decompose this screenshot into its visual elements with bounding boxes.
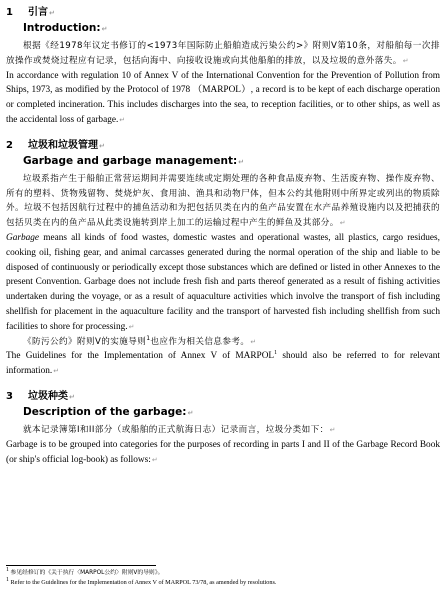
section-title: 垃圾和垃圾管理 — [28, 139, 98, 151]
section-1-subtitle: Introduction:↵ — [23, 22, 108, 34]
section-3-chinese-paragraph: 就本记录簿第I和II部分（或船舶的正式航海日志）记录而言，垃圾分类如下：↵ — [23, 424, 336, 435]
section-1-heading: 1 引言 ↵ — [6, 3, 440, 18]
section-2-english-paragraph: Garbage means all kinds of food wastes, domestic wastes and operational wastes, all plastics, cargo residues, cooking oil, fishing gear, and animal carcasses generated during the normal operation of the ship and liable to be disposed of continuously or periodically except those substances which are defined or listed in other Annexes to the present Convention. Garbage does not include fresh fish and parts thereof generated as a result of fishing activities undertaken during the voyage, or as a result of aquaculture activities which involve the transport of fish including shellfish for placement in the aquaculture facility and the transport of harvested fish including shellfish from such facilities to shore for processing.↵ — [6, 232, 440, 332]
section-3-english-paragraph: Garbage is to be grouped into categories for the purposes of recording in parts I and II of the Garbage Record Book (or ship's official log-book) as follows:↵ — [6, 439, 440, 465]
document-page — [6, 0, 440, 467]
section-1-english-paragraph: In accordance with regulation 10 of Annex V of the International Convention for the Prevention of Pollution from Ships, 1973, as modified by the Protocol of 1978 （MARPOL）, a record is to be kept of each discharge operation or completed incineration. This includes discharges into the sea, to reception facilities, or to other ships, as well as the accidental loss of garbage.↵ — [6, 70, 440, 125]
garbage-term: Garbage — [6, 232, 40, 243]
section-2-guidelines-chinese: 《防污公约》附则V的实施导则$^1$也应作为相关信息参考。↵ — [23, 334, 257, 347]
section-3-heading: 3 垃圾种类 ↵ — [6, 387, 440, 402]
footnote-english: $^1$ Refer to the Guidelines for the Implementation of Annex V of MARPOL 73/78, as amended by resolutions. — [6, 576, 277, 586]
section-number: 3 — [6, 390, 13, 402]
footnote-chinese: $^1$ 参见经修订的《关于执行〈MARPOL公约〉附则V的导则》。 — [6, 566, 164, 576]
section-2-heading: 2 垃圾和垃圾管理 ↵ — [6, 136, 440, 151]
section-title: 垃圾种类 — [28, 390, 68, 402]
section-2-guidelines-english: The Guidelines for the Implementation of Annex V of MARPOL$^1$ should also be referred to for relevant information.↵ — [6, 350, 440, 377]
section-number: 1 — [6, 7, 13, 18]
footnote-separator — [6, 565, 156, 566]
section-3-subtitle: Description of the garbage:↵ — [23, 405, 194, 418]
section-title: 引言 — [28, 7, 48, 18]
section-2-chinese-paragraph: 垃圾系指产生于船舶正常营运期间并需要连续或定期处理的各种食品废弃物、生活废弃物、操作废弃物、所有的塑料、货物残留物、焚烧炉灰、食用油、渔具和动物尸体，但本公约其他附则中所界定或列出的物质除外。垃圾不包括因航行过程中的捕鱼活动和为把包括贝类在内的鱼产品安置在水产品养殖设施内以及把捕获的包括贝类在内的鱼产品从此类设施转到岸上加工的运输过程中产生的鲜鱼及其部分。↵ — [6, 173, 440, 229]
section-number: 2 — [6, 139, 13, 151]
section-1-chinese-paragraph: 根据《经1978年议定书修订的<1973年国际防止船舶造成污染公约>》附则V第10条，对船舶每一次排放操作或焚烧过程应有记录，包括向海中、向接收设施或向其他船舶的排放，以及垃圾的意外落失。↵ — [6, 41, 440, 66]
section-2-subtitle: Garbage and garbage management:↵ — [23, 154, 245, 167]
footnote-ref[interactable]: 1 — [146, 334, 151, 342]
footnote-ref[interactable]: 1 — [274, 350, 278, 357]
footnotes — [6, 565, 440, 587]
